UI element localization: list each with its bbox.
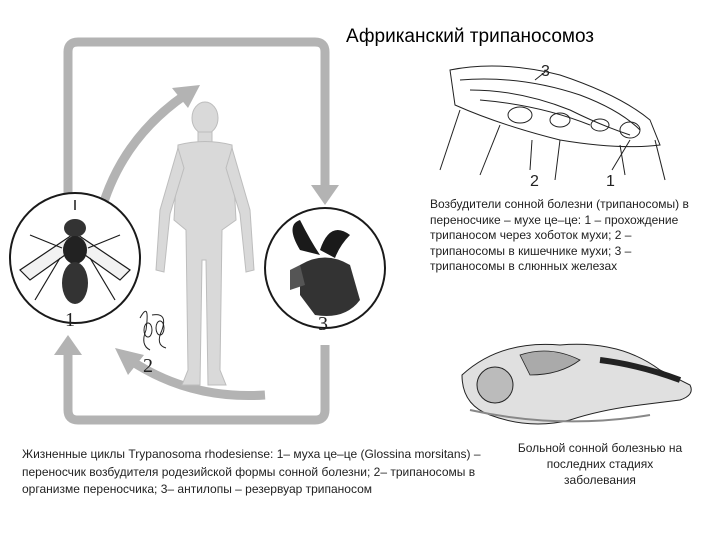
trypanosomes-sketch <box>140 311 166 350</box>
fly-diagram-caption: Возбудители сонной болезни (трипаносомы) в переносчике – мухе це–це: 1 – прохождение трипаносом через хоботок мухи; 2 – трипаносомы в кишечнике мухи; 3 – трипаносомы в слюнных железах <box>430 197 689 273</box>
life-cycle-caption: Жизненные циклы Trypanosoma rhodesiense: 1– муха це–це (Glossina morsitans) – переносчик возбудителя родезийской формы сонной болезни; 2– трипаносомы в организме переносчика; 3– антилопы – резервуар трипаносом <box>22 447 481 496</box>
fly-label-2: 2 <box>530 173 539 190</box>
arrow-head-up-left <box>54 335 82 355</box>
fly-label-1: 1 <box>606 173 615 190</box>
cycle-label-3: 3 <box>318 313 328 335</box>
patient-caption: Больной сонной болезнью на последних стадиях заболевания <box>517 441 683 487</box>
tsetse-fly-circle <box>10 193 140 323</box>
page-title: Африканский трипаносомоз <box>346 26 595 47</box>
fly-anatomy-diagram <box>440 66 665 180</box>
antelope-circle <box>265 208 385 328</box>
arrow-head-down-right <box>311 185 339 205</box>
patient-drawing <box>462 344 691 424</box>
fly-label-3: 3 <box>541 63 550 80</box>
cycle-label-1: 1 <box>65 309 75 331</box>
cycle-label-2: 2 <box>143 355 153 377</box>
human-silhouette <box>156 102 254 385</box>
